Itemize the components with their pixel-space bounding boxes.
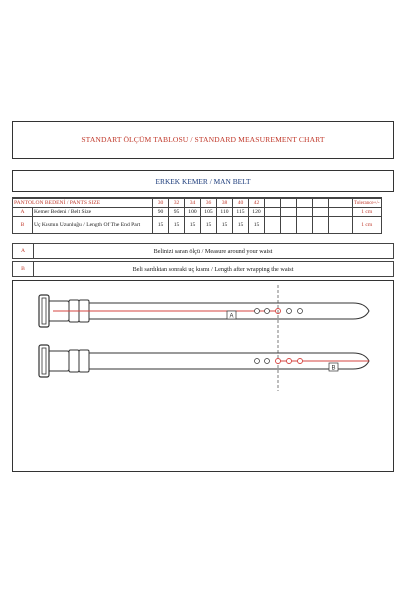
label-b: B [331,365,336,372]
size-header: 42 [249,198,265,208]
note-key: A [13,244,34,258]
note-key: B [13,262,34,276]
row-key: B [13,217,33,234]
row-label: Uç Kısmın Uzunluğu / Length Of The End Part [33,217,153,234]
table-row [13,208,382,217]
empty-cell [265,208,281,217]
empty-cell [329,208,353,217]
pants-size-header: PANTOLON BEDENİ / PANTS SIZE [13,198,153,208]
table-row [13,217,382,234]
buckle-inner [42,298,46,324]
table-cell: 15 [153,217,169,234]
buckle-frame [39,345,49,377]
empty-cell [281,208,297,217]
size-header: 32 [169,198,185,208]
belt-b-illustration [39,345,369,377]
size-header: 34 [185,198,201,208]
note-text: Beli sardıktan sonraki uç kısmı / Length after wrapping the waist [132,266,294,273]
table-cell: 90 [153,208,169,217]
tolerance-cell: 1 cm [353,217,382,234]
note-row-a [12,243,394,259]
size-table [12,197,382,234]
table-cell: 15 [249,217,265,234]
empty-cell [297,208,313,217]
buckle-plate [49,351,69,371]
belt-a-illustration [39,295,369,327]
table-cell: 115 [233,208,249,217]
table-header-row [13,198,382,208]
empty-cell [329,217,353,234]
tolerance-cell: 1 cm [353,208,382,217]
empty-cell [313,208,329,217]
label-a: A [229,313,234,320]
empty-cell [313,198,329,208]
table-cell: 15 [233,217,249,234]
buckle-frame [39,295,49,327]
belt-hole [265,309,270,314]
empty-cell [329,198,353,208]
table-cell: 15 [217,217,233,234]
belt-diagram [13,281,395,473]
table-cell: 105 [201,208,217,217]
note-row-b [12,261,394,277]
row-label: Kemer Bedeni / Belt Size [33,208,153,217]
note-text: Belinizi saran ölçü / Measure around your waist [153,248,273,255]
belt-hole [255,309,260,314]
empty-cell [265,198,281,208]
belt-hole-center [276,359,281,364]
empty-cell [313,217,329,234]
belt-hole [265,359,270,364]
belt-hole [255,359,260,364]
size-header: 36 [201,198,217,208]
chart-title-box [12,121,394,159]
chart-title: STANDART ÖLÇÜM TABLOSU / STANDARD MEASUREMENT CHART [81,135,325,144]
product-title: ERKEK KEMER / MAN BELT [155,177,251,186]
empty-cell [281,198,297,208]
buckle-inner [42,348,46,374]
size-header: 38 [217,198,233,208]
size-header: 30 [153,198,169,208]
table-cell: 95 [169,208,185,217]
table-cell: 110 [217,208,233,217]
belt-hole [298,309,303,314]
belt-keeper [79,350,89,372]
belt-hole [287,359,292,364]
empty-cell [297,217,313,234]
belt-keeper [69,350,79,372]
table-cell: 15 [201,217,217,234]
table-cell: 15 [169,217,185,234]
empty-cell [281,217,297,234]
belt-hole [298,359,303,364]
belt-hole [287,309,292,314]
empty-cell [297,198,313,208]
table-cell: 100 [185,208,201,217]
table-cell: 120 [249,208,265,217]
row-key: A [13,208,33,217]
table-cell: 15 [185,217,201,234]
tolerance-header: Tolerance+/- [353,198,382,208]
product-title-box [12,170,394,192]
belt-drawing-box [12,280,394,472]
empty-cell [265,217,281,234]
size-header: 40 [233,198,249,208]
